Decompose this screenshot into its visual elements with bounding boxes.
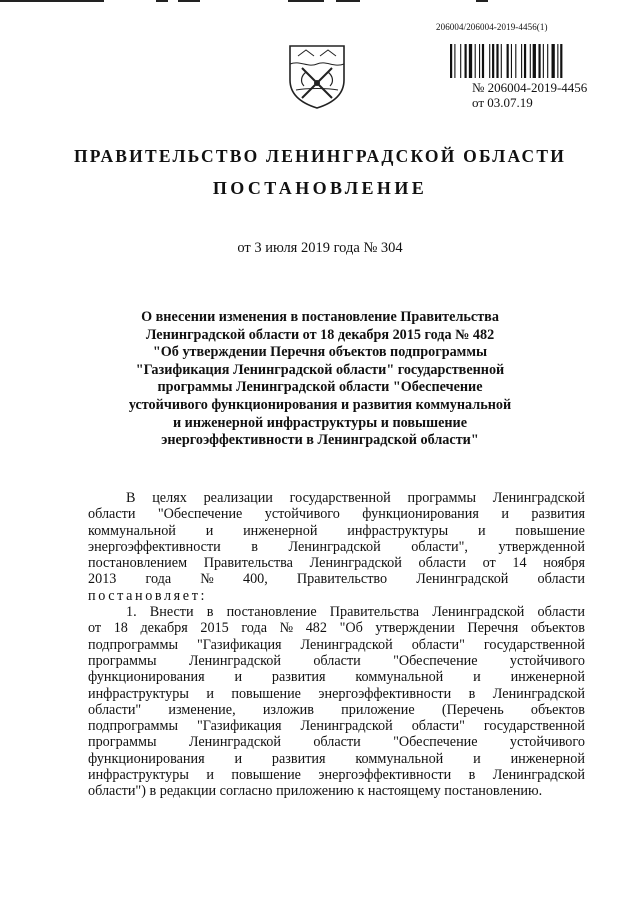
body-word: и xyxy=(501,506,509,523)
body-word: области" xyxy=(411,718,465,735)
body-word: инженерной xyxy=(510,750,585,767)
body-word: "Об xyxy=(339,620,363,637)
body-line xyxy=(88,718,585,734)
body-word: 14 xyxy=(512,555,527,572)
body-word: Ленинградской xyxy=(309,555,402,572)
government-title: ПРАВИТЕЛЬСТВО ЛЕНИНГРАДСКОЙ ОБЛАСТИ xyxy=(73,146,567,166)
barcode-icon xyxy=(450,44,596,78)
body-line xyxy=(88,555,585,571)
body-word: от xyxy=(482,555,496,572)
body-word: "Обеспечение xyxy=(393,652,478,669)
coat-of-arms-icon xyxy=(286,42,348,110)
body-word: области", xyxy=(411,538,468,555)
body-word: утвержденной xyxy=(498,538,585,555)
body-word: 2013 xyxy=(88,571,117,588)
body-word: Перечня xyxy=(467,620,519,637)
body-word: Ленинградской xyxy=(416,571,509,588)
body-word: 18 xyxy=(113,620,128,637)
subject-line: О внесении изменения в постановление Правительства xyxy=(141,309,499,325)
document-date-number: от 3 июля 2019 года № 304 xyxy=(237,240,403,256)
body-word: Ленинградской xyxy=(492,490,585,506)
body-word: функционирования xyxy=(88,669,205,686)
body-word: ноября xyxy=(543,555,585,572)
body-word: области xyxy=(88,506,136,523)
body-word: декабря xyxy=(140,620,188,637)
body-word: Правительство xyxy=(296,571,388,588)
body-word: области xyxy=(313,652,361,669)
body-line xyxy=(88,604,585,620)
body-word: Правительства xyxy=(329,604,420,621)
body-word: и xyxy=(477,522,486,539)
subject-line: "Газификация Ленинградской области" государственной xyxy=(135,361,505,378)
body-word: в xyxy=(251,538,258,555)
body-word: утверждении xyxy=(375,620,455,637)
body-word: устойчивого xyxy=(264,506,340,523)
subject-line: устойчивого функционирования и развития коммунальной xyxy=(128,396,512,413)
body-line xyxy=(88,653,585,669)
body-word: повышение xyxy=(515,522,585,539)
body-word: области" xyxy=(88,701,142,718)
body-line xyxy=(88,571,585,587)
body-line xyxy=(88,523,585,539)
body-word: и xyxy=(473,669,481,686)
subject-line: энергоэффективности в Ленинградской области" xyxy=(161,432,479,449)
body-word: реализации xyxy=(203,490,273,506)
body-word: подпрограммы xyxy=(88,718,178,735)
body-line xyxy=(88,686,585,702)
body-word: и xyxy=(234,669,243,686)
document-body xyxy=(88,490,585,800)
body-word: Ленинградской xyxy=(188,734,281,751)
body-word: "Газификация xyxy=(196,636,282,653)
body-line xyxy=(88,702,585,718)
body-word: инфраструктуры xyxy=(88,685,189,702)
body-word: инженерной xyxy=(510,669,585,686)
body-word: изменение, xyxy=(168,701,236,718)
body-word: программы xyxy=(88,734,157,751)
body-word: в xyxy=(468,767,476,784)
body-word: и xyxy=(206,685,214,702)
body-word: инфраструктуры xyxy=(347,522,449,539)
body-line xyxy=(88,490,585,506)
document-subject xyxy=(118,309,522,450)
body-word: № xyxy=(279,620,294,637)
body-word: года xyxy=(241,620,267,637)
subject-line: Ленинградской области от 18 декабря 2015 года № 482 xyxy=(145,326,495,343)
body-word: Правительства xyxy=(203,555,293,572)
subject-line: программы Ленинградской области "Обеспечение xyxy=(157,379,483,396)
body-word: "Обеспечение xyxy=(393,734,478,751)
body-word: Ленинградской xyxy=(288,538,381,555)
body-word: развития xyxy=(271,669,326,686)
body-word: государственной xyxy=(289,490,391,506)
body-word: постановлением xyxy=(88,555,188,572)
body-line xyxy=(88,734,585,750)
body-word: функционирования xyxy=(362,506,479,523)
body-word: устойчивого xyxy=(509,734,585,751)
body-line xyxy=(88,539,585,555)
body-word: области xyxy=(313,734,361,751)
registration-stamp xyxy=(472,80,587,110)
body-word: целях xyxy=(152,490,187,506)
subject-line: и инженерной инфраструктуры и повышение xyxy=(172,414,468,431)
body-word: года xyxy=(145,571,172,588)
body-word: устойчивого xyxy=(509,652,585,669)
body-word: области xyxy=(537,571,585,588)
body-word: коммунальной xyxy=(355,669,444,686)
scan-edge-marks xyxy=(0,0,640,6)
body-word: 482 xyxy=(305,620,327,637)
registration-number: № 206004-2019-4456 xyxy=(472,80,588,95)
body-word: повышение xyxy=(231,767,301,784)
body-word: подпрограммы xyxy=(88,636,178,653)
body-word: и xyxy=(206,767,214,784)
body-word: (Перечень xyxy=(441,701,504,718)
body-word: и xyxy=(473,750,481,767)
body-word: энергоэффективности xyxy=(318,685,452,702)
body-word: от xyxy=(88,620,102,637)
body-word: "Газификация xyxy=(196,718,282,735)
body-word: коммунальной xyxy=(355,750,444,767)
body-word: изложив xyxy=(262,701,314,718)
body-line xyxy=(88,620,585,636)
document-type: ПОСТАНОВЛЕНИЕ xyxy=(212,178,428,198)
body-word: инфраструктуры xyxy=(88,767,189,784)
subject-line: "Об утверждении Перечня объектов подпрограммы xyxy=(152,344,488,361)
registration-date: от 03.07.19 xyxy=(472,95,533,110)
body-word: и xyxy=(234,750,243,767)
body-word: объектов xyxy=(530,701,585,718)
body-word: 1. xyxy=(126,604,137,621)
body-word: программы xyxy=(407,490,477,506)
body-line: постановляет: xyxy=(88,587,208,604)
body-word: повышение xyxy=(231,685,301,702)
body-word: 400, xyxy=(242,571,268,588)
body-word: области" xyxy=(411,636,465,653)
body-line xyxy=(88,669,585,685)
body-word: государственной xyxy=(483,718,585,735)
document-code: 206004/206004-2019-4456(1) xyxy=(436,22,548,32)
body-word: Ленинградской xyxy=(300,636,393,653)
body-line xyxy=(88,506,585,522)
body-word: в xyxy=(468,685,476,702)
body-line xyxy=(88,751,585,767)
body-word: приложение xyxy=(341,701,415,718)
body-word: Ленинградской xyxy=(492,767,585,784)
body-word: инженерной xyxy=(243,522,318,539)
body-word: постановление xyxy=(226,604,317,621)
body-word: "Обеспечение xyxy=(157,506,243,523)
body-word: государственной xyxy=(483,636,585,653)
body-line: области") в редакции согласно приложению к настоящему постановлению. xyxy=(88,783,543,800)
body-line xyxy=(88,767,585,783)
body-word: Ленинградской xyxy=(492,685,585,702)
body-word: области xyxy=(537,604,585,621)
body-word: 2015 xyxy=(200,620,229,637)
body-word: № xyxy=(200,571,214,588)
body-word: объектов xyxy=(530,620,585,637)
body-word: Внести xyxy=(149,604,194,621)
body-word: функционирования xyxy=(88,750,205,767)
body-line xyxy=(88,637,585,653)
body-word: области xyxy=(418,555,466,572)
body-word: развития xyxy=(271,750,326,767)
body-word: и xyxy=(205,522,214,539)
body-word: энергоэффективности xyxy=(318,767,452,784)
body-word: программы xyxy=(88,652,157,669)
body-word: энергоэффективности xyxy=(88,538,221,555)
body-word: развития xyxy=(531,506,585,523)
body-word: В xyxy=(126,490,136,506)
body-word: в xyxy=(206,604,214,621)
body-word: Ленинградской xyxy=(432,604,525,621)
body-word: коммунальной xyxy=(88,522,176,539)
body-word: Ленинградской xyxy=(300,718,393,735)
body-word: Ленинградской xyxy=(188,652,281,669)
